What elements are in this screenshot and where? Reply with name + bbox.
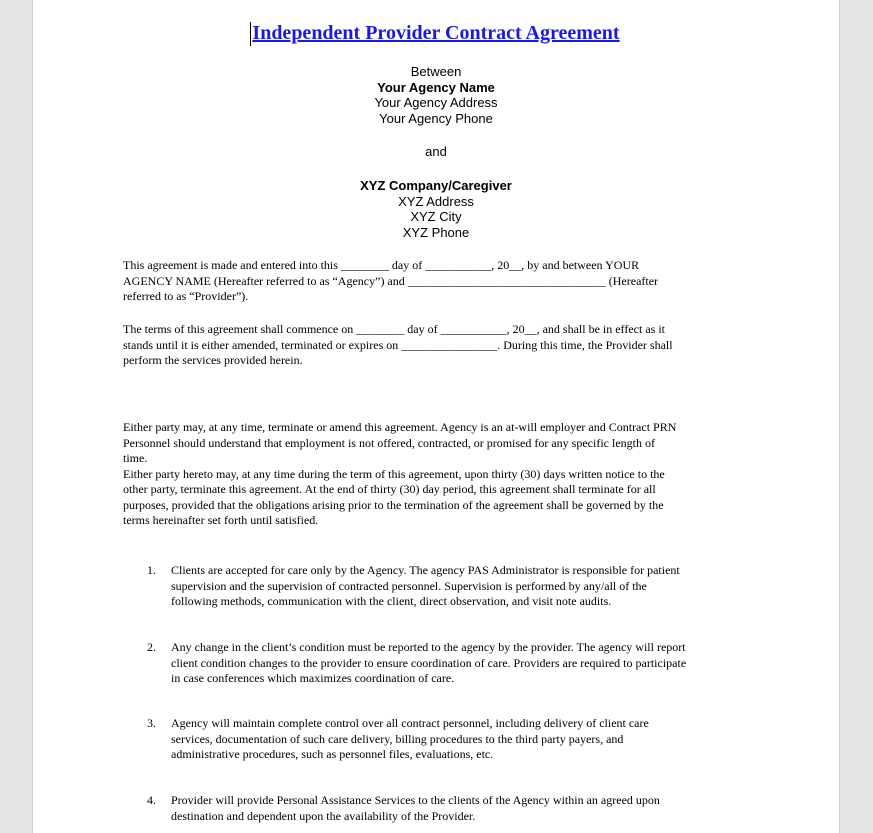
list-number: 3. xyxy=(147,716,156,730)
document-title-text: Independent Provider Contract Agreement xyxy=(252,22,620,44)
list-line: administrative procedures, such as personnel files, evaluations, etc. xyxy=(171,747,494,761)
termination-paragraph xyxy=(123,420,753,529)
list-line: destination and dependent upon the availability of the Provider. xyxy=(171,808,476,823)
termination-line: Either party hereto may, at any time during the term of this agreement, upon thirty (30) days written notice to the xyxy=(123,466,665,481)
company-block xyxy=(33,178,839,240)
and-block xyxy=(33,144,839,160)
list-line: Clients are accepted for care only by the Agency. The agency PAS Administrator is responsible for patient xyxy=(171,563,680,577)
and-label: and xyxy=(425,144,447,159)
termination-line: Either party may, at any time, terminate or amend this agreement. Agency is an at-will employer and Contract PRN xyxy=(123,420,677,434)
list-item xyxy=(147,716,747,763)
list-line: in case conferences which maximizes coordination of care. xyxy=(171,671,455,685)
terms-line: perform the services provided herein. xyxy=(123,353,303,367)
list-line: services, documentation of such care delivery, billing procedures to the third party payers, and xyxy=(171,731,624,746)
agency-block xyxy=(33,64,839,126)
company-address: XYZ Address xyxy=(398,193,474,209)
termination-line: terms hereinafter set forth until satisfied. xyxy=(123,513,319,527)
title-wrap xyxy=(33,22,839,45)
termination-line: other party, terminate this agreement. At the end of thirty (30) day period, this agreement shall terminate for all xyxy=(123,482,656,496)
terms-line: The terms of this agreement shall commence on ________ day of ___________, 20__, and shall be in effect as it xyxy=(123,322,665,336)
list-number: 4. xyxy=(147,793,156,807)
company-phone: XYZ Phone xyxy=(402,224,470,240)
agency-phone: Your Agency Phone xyxy=(379,110,493,126)
termination-line: purposes, provided that the obligations arising prior to the termination of the agreement shall be governed by the xyxy=(123,497,664,512)
list-item xyxy=(147,640,747,687)
intro-line: referred to as “Provider”). xyxy=(123,289,249,303)
intro-line: This agreement is made and entered into this ________ day of ___________, 20__, by and between YOUR xyxy=(123,258,640,272)
list-line: Agency will maintain complete control over all contract personnel, including delivery of client care xyxy=(171,716,649,730)
between-label: Between xyxy=(410,64,462,79)
list-line: supervision and the supervision of contracted personnel. Supervision is performed by any/all of the xyxy=(171,578,647,593)
intro-paragraph xyxy=(123,258,753,305)
termination-line: time. xyxy=(123,451,148,465)
list-number: 2. xyxy=(147,640,156,654)
terms-line: stands until it is either amended, terminated or expires on ________________. During this time, the Provider shall xyxy=(123,337,673,352)
list-line: Any change in the client’s condition must be reported to the agency by the provider. The agency will report xyxy=(171,640,686,654)
document-page xyxy=(32,0,840,833)
document-title[interactable] xyxy=(252,22,619,45)
intro-line: AGENCY NAME (Hereafter referred to as “Agency”) and _________________________________ (Hereafter xyxy=(123,273,659,288)
list-item xyxy=(147,563,747,610)
agency-address: Your Agency Address xyxy=(374,95,498,110)
terms-paragraph xyxy=(123,322,753,369)
company-name: XYZ Company/Caregiver xyxy=(360,178,512,193)
agency-name: Your Agency Name xyxy=(377,79,495,95)
termination-line: Personnel should understand that employment is not offered, contracted, or promised for any specific length of xyxy=(123,435,655,450)
list-line: Provider will provide Personal Assistance Services to the clients of the Agency within an agreed upon xyxy=(171,793,660,807)
scrollbar-track[interactable] xyxy=(841,0,873,833)
list-number: 1. xyxy=(147,563,156,577)
list-line: following methods, communication with the client, direct observation, and visit note audits. xyxy=(171,594,612,608)
list-item xyxy=(147,793,747,824)
company-city: XYZ City xyxy=(410,209,462,224)
text-cursor xyxy=(250,22,251,46)
list-line: client condition changes to the provider to ensure coordination of care. Providers are required to participate xyxy=(171,655,687,670)
